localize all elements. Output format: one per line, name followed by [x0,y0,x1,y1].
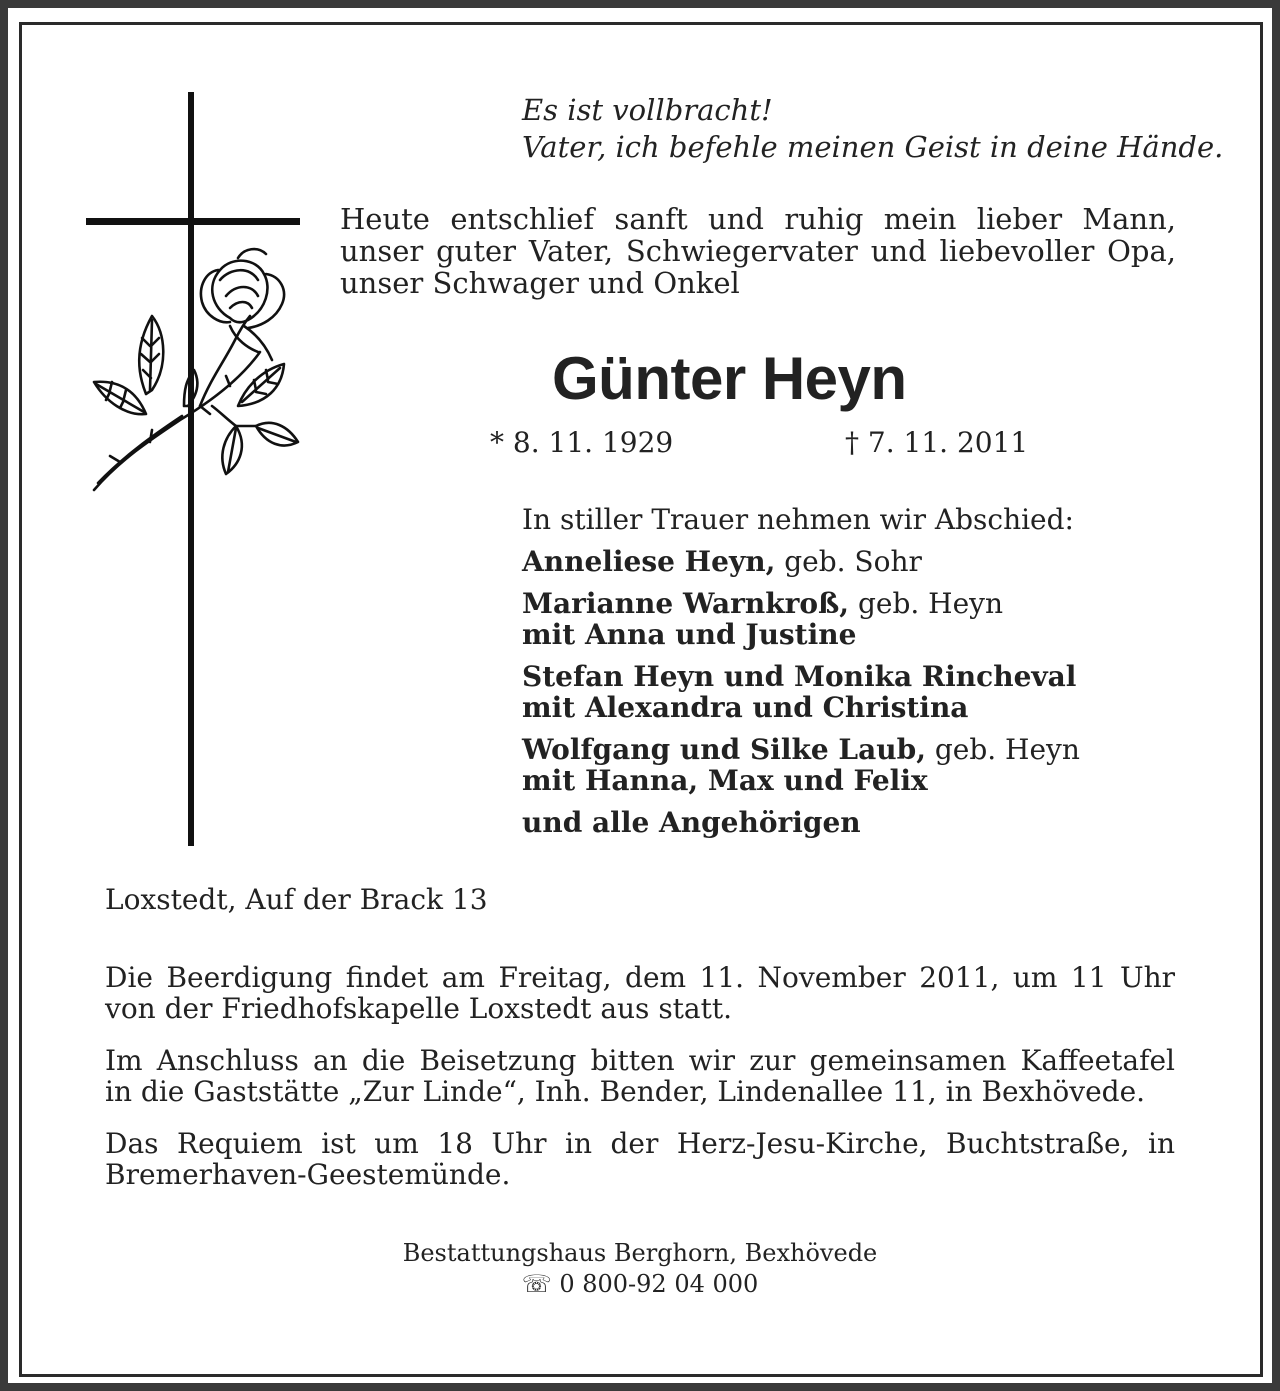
undertaker-info [0,1238,1280,1300]
mourner-group [522,734,1162,796]
requiem-line: Das Requiem ist um 18 Uhr in der Herz-Jesu-Kirche, Buchtstraße, in [105,1127,1175,1160]
intro-line: unser guter Vater, Schwiegervater und liebevoller Opa, [340,234,1176,268]
requiem-info [105,1128,1175,1190]
cross-icon [80,90,320,850]
mourner-name: Marianne Warnkroß, [522,587,850,620]
funeral-line: von der Friedhofskapelle Loxstedt aus statt. [105,992,733,1025]
reception-info [105,1045,1175,1107]
funeral-line: Die Beerdigung findet am Freitag, dem 11. November 2011, um 11 Uhr [105,961,1175,994]
mourner-children: mit Hanna, Max und Felix [522,764,928,797]
intro-line: Heute entschlief sanft und ruhig mein lieber Mann, [340,202,1176,236]
deceased-name: Günter Heyn [552,345,907,412]
mourner-suffix: geb. Heyn [925,733,1080,766]
mourner-name: Stefan Heyn und Monika Rincheval [522,660,1077,693]
funeral-info [105,962,1175,1024]
requiem-line: Bremerhaven-Geestemünde. [105,1158,511,1191]
mourner-group [522,588,1162,650]
mourner-group [522,661,1162,723]
mourner-suffix: geb. Heyn [849,587,1004,620]
mourner-group [522,546,1162,577]
mourner-name: und alle Angehörigen [522,806,861,839]
death-announcement-intro [340,203,1176,299]
residence-address: Loxstedt, Auf der Brack 13 [105,883,488,916]
birth-date: * 8. 11. 1929 [490,426,674,459]
reception-line: Im Anschluss an die Beisetzung bitten wir zur gemeinsamen Kaffeetafel [105,1044,1175,1077]
mourners-list [522,546,1162,849]
undertaker-name: Bestattungshaus Berghorn, Bexhövede [402,1239,878,1267]
reception-line: in die Gaststätte „Zur Linde“, Inh. Bender, Lindenallee 11, in Bexhövede. [105,1075,1146,1108]
bible-verse [522,92,1224,166]
intro-line: unser Schwager und Onkel [340,266,740,300]
mourner-name: Wolfgang und Silke Laub, [522,733,926,766]
mourner-children: mit Alexandra und Christina [522,691,969,724]
mourner-group [522,807,1162,838]
mourning-heading: In stiller Trauer nehmen wir Abschied: [522,503,1074,536]
verse-line: Vater, ich befehle meinen Geist in deine Hände. [522,130,1224,164]
rose-icon [94,249,298,490]
verse-line: Es ist vollbracht! [522,93,773,127]
mourner-children: mit Anna und Justine [522,618,857,651]
mourner-suffix: geb. Sohr [775,545,922,578]
death-date: † 7. 11. 2011 [845,426,1029,459]
mourner-name: Anneliese Heyn, [522,545,776,578]
undertaker-phone: ☏ 0 800-92 04 000 [521,1270,759,1298]
